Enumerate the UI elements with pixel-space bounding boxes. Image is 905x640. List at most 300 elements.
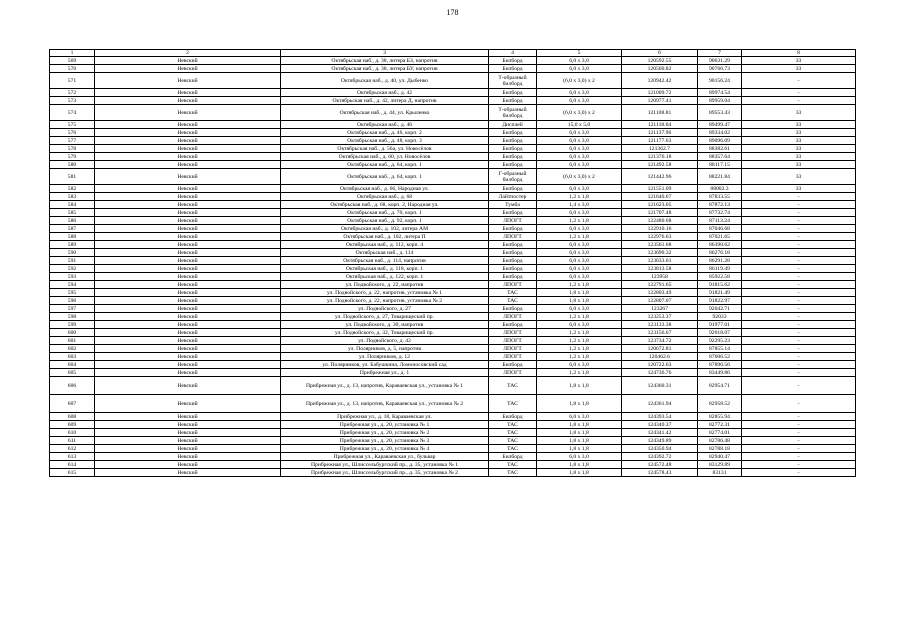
coord-x-cell: 122910.16	[622, 225, 698, 233]
extra-value-cell: -	[742, 469, 856, 477]
coord-y-cell: 92018.07	[698, 329, 742, 337]
coord-x-cell: 122791.65	[622, 281, 698, 289]
structure-type-cell: Билборд	[489, 129, 537, 137]
dimensions-cell: 1,8 x 1,8	[537, 461, 622, 469]
structure-type-cell: Дисплей	[489, 121, 537, 129]
dimensions-cell: 6,0 x 3,0	[537, 145, 622, 153]
dimensions-cell: (6,0 x 3,0) x 2	[537, 169, 622, 185]
district-cell: Невский	[95, 353, 281, 361]
row-number-cell: 605	[50, 369, 95, 377]
row-number-cell: 577	[50, 137, 95, 145]
coord-y-cell: 82954.71	[698, 377, 742, 395]
extra-value-cell: -	[742, 257, 856, 265]
row-number-cell: 600	[50, 329, 95, 337]
table-row	[50, 421, 856, 429]
extra-value-cell: -	[742, 395, 856, 413]
extra-value-cell: -	[742, 353, 856, 361]
district-cell: Невский	[95, 73, 281, 89]
structure-type-cell: Билборд	[489, 185, 537, 193]
extra-value-cell: 33	[742, 137, 856, 145]
row-number-cell: 607	[50, 395, 95, 413]
row-number-cell: 570	[50, 65, 95, 73]
address-cell: Прибрежная ул., д. 13, напротив, Караваевская ул., установка № 2	[281, 395, 489, 413]
dimensions-cell: (6,0 x 3,0) x 2	[537, 105, 622, 121]
extra-value-cell: -	[742, 297, 856, 305]
extra-value-cell: -	[742, 305, 856, 313]
structure-type-cell: Билборд	[489, 241, 537, 249]
dimensions-cell: 6,0 x 3,0	[537, 209, 622, 217]
coord-x-cell: 124349.89	[622, 437, 698, 445]
dimensions-cell: 1,8 x 1,8	[537, 377, 622, 395]
coord-x-cell: 124340.37	[622, 421, 698, 429]
coord-y-cell: 82788.18	[698, 445, 742, 453]
coord-x-cell: 120462.6	[622, 353, 698, 361]
extra-value-cell: 33	[742, 145, 856, 153]
structure-type-cell: ЛПОГТ	[489, 345, 537, 353]
dimensions-cell: 1,8 x 1,8	[537, 395, 622, 413]
dimensions-cell: 1,8 x 1,8	[537, 469, 622, 477]
table-row	[50, 153, 856, 161]
address-cell: Октябрьская наб., д. 42, литера Д, напротив	[281, 97, 489, 105]
table-row	[50, 413, 856, 421]
coord-y-cell: 90156.24	[698, 73, 742, 89]
dimensions-cell: 1,2 x 1,8	[537, 217, 622, 225]
coord-y-cell: 89499.47	[698, 121, 742, 129]
structure-type-cell: Билборд	[489, 361, 537, 369]
row-number-cell: 590	[50, 249, 95, 257]
extra-value-cell: 33	[742, 121, 856, 129]
coord-y-cell: 88002.3	[698, 185, 742, 193]
address-cell: ул. Подвойского, д. 27, Товарищеский пр.	[281, 313, 489, 321]
structure-type-cell: Т-образный билборд	[489, 105, 537, 121]
structure-type-cell: Билборд	[489, 273, 537, 281]
row-number-cell: 597	[50, 305, 95, 313]
district-cell: Невский	[95, 469, 281, 477]
structure-type-cell: Тумба	[489, 201, 537, 209]
table-row	[50, 369, 856, 377]
column-header-4: 4	[489, 50, 537, 57]
address-cell: Октябрьская наб., д. 68	[281, 193, 489, 201]
district-cell: Невский	[95, 217, 281, 225]
row-number-cell: 578	[50, 145, 95, 153]
extra-value-cell: -	[742, 321, 856, 329]
district-cell: Невский	[95, 305, 281, 313]
dimensions-cell: 6,0 x 3,0	[537, 257, 622, 265]
table-row	[50, 105, 856, 121]
table-row	[50, 395, 856, 413]
district-cell: Невский	[95, 169, 281, 185]
coord-x-cell: 121137.96	[622, 129, 698, 137]
address-cell: Октябрьская наб., д. 118, корп. 1	[281, 265, 489, 273]
structure-type-cell: ТАС	[489, 297, 537, 305]
structure-type-cell: ТАС	[489, 395, 537, 413]
dimensions-cell: 6,0 x 3,0	[537, 89, 622, 97]
district-cell: Невский	[95, 137, 281, 145]
row-number-cell: 596	[50, 297, 95, 305]
coord-x-cell: 124361.94	[622, 395, 698, 413]
dimensions-cell: 6,0 x 3,0	[537, 413, 622, 421]
dimensions-cell: 6,0 x 3,0	[537, 321, 622, 329]
address-cell: ул. Подвойского, д. 27	[281, 305, 489, 313]
table-row	[50, 469, 856, 477]
coord-x-cell: 121492.58	[622, 161, 698, 169]
address-cell: ул. Подвойского, д. 30, напротив	[281, 321, 489, 329]
table-row	[50, 97, 856, 105]
table-row	[50, 305, 856, 313]
coord-x-cell: 123690.32	[622, 249, 698, 257]
structure-type-cell: Билборд	[489, 453, 537, 461]
address-cell: ул. Подвойского, д. 22, напротив, установка № 1	[281, 289, 489, 297]
coord-x-cell: 124393.54	[622, 413, 698, 421]
address-cell: ул. Подвойского, д. 22, напротив	[281, 281, 489, 289]
dimensions-cell: 6,0 x 3,0	[537, 305, 622, 313]
address-cell: Октябрьская наб., д. 48, корп. 3	[281, 137, 489, 145]
row-number-cell: 612	[50, 445, 95, 453]
structure-type-cell: ЛПОГТ	[489, 329, 537, 337]
extra-value-cell: 33	[742, 57, 856, 65]
row-number-cell: 579	[50, 153, 95, 161]
district-cell: Невский	[95, 225, 281, 233]
table-row	[50, 185, 856, 193]
extra-value-cell: -	[742, 437, 856, 445]
address-cell: ул. Полярников, ул. Бабушкина, Ломоносовский сад	[281, 361, 489, 369]
dimensions-cell: 6,0 x 3,0	[537, 361, 622, 369]
address-cell: Октябрьская наб., д. 68, корп. 2, Народная ул.	[281, 201, 489, 209]
dimensions-cell: 1,2 x 1,8	[537, 193, 622, 201]
table-row	[50, 65, 856, 73]
extra-value-cell: 33	[742, 169, 856, 185]
table-row	[50, 201, 856, 209]
dimensions-cell: 6,0 x 3,0	[537, 65, 622, 73]
extra-value-cell: -	[742, 377, 856, 395]
district-cell: Невский	[95, 65, 281, 73]
address-cell: Октябрьская наб., д. 38, литера БЗ, напротив	[281, 57, 489, 65]
coord-y-cell: 87021.65	[698, 233, 742, 241]
coord-x-cell: 120500.82	[622, 65, 698, 73]
dimensions-cell: 1,2 x 1,8	[537, 313, 622, 321]
structure-type-cell: Т-образный билборд	[489, 73, 537, 89]
coord-x-cell: 121707.48	[622, 209, 698, 217]
coord-x-cell: 121551.09	[622, 185, 698, 193]
structure-type-cell: ЛПОГТ	[489, 353, 537, 361]
dimensions-cell: 1,4 x 3,0	[537, 201, 622, 209]
extra-value-cell: 33	[742, 185, 856, 193]
coord-y-cell: 88357.64	[698, 153, 742, 161]
district-cell: Невский	[95, 313, 281, 321]
coord-y-cell: 86390.62	[698, 241, 742, 249]
coord-y-cell: 82772.31	[698, 421, 742, 429]
row-number-cell: 575	[50, 121, 95, 129]
structure-type-cell: Билборд	[489, 257, 537, 265]
coord-x-cell: 124350.94	[622, 445, 698, 453]
table-body	[50, 57, 856, 477]
row-number-cell: 576	[50, 129, 95, 137]
structure-type-cell: Билборд	[489, 161, 537, 169]
column-header-3: 3	[281, 50, 489, 57]
row-number-cell: 572	[50, 89, 95, 97]
dimensions-cell: 1,8 x 1,8	[537, 421, 622, 429]
address-cell: Прибрежная ул., д. 13, напротив, Караваевская ул., установка № 1	[281, 377, 489, 395]
address-cell: ул. Полярников, д. 12	[281, 353, 489, 361]
structure-type-cell: Билборд	[489, 153, 537, 161]
dimensions-cell: 6,0 x 3,0	[537, 225, 622, 233]
structure-type-cell: ТАС	[489, 445, 537, 453]
extra-value-cell: -	[742, 445, 856, 453]
coord-x-cell: 121623.05	[622, 201, 698, 209]
structure-type-cell: Лайтпостер	[489, 193, 537, 201]
district-cell: Невский	[95, 241, 281, 249]
coord-y-cell: 87833.55	[698, 193, 742, 201]
district-cell: Невский	[95, 185, 281, 193]
coord-x-cell: 121177.63	[622, 137, 698, 145]
structure-type-cell: Билборд	[489, 89, 537, 97]
column-header-7: 7	[698, 50, 742, 57]
coord-x-cell: 123813.58	[622, 265, 698, 273]
district-cell: Невский	[95, 89, 281, 97]
structure-type-cell: Билборд	[489, 413, 537, 421]
coord-y-cell: 87872.13	[698, 201, 742, 209]
coord-x-cell: 120722.63	[622, 361, 698, 369]
district-cell: Невский	[95, 395, 281, 413]
structure-type-cell: Билборд	[489, 209, 537, 217]
dimensions-cell: 6,0 x 3,0	[537, 273, 622, 281]
district-cell: Невский	[95, 265, 281, 273]
district-cell: Невский	[95, 321, 281, 329]
extra-value-cell: -	[742, 201, 856, 209]
coord-y-cell: 87113.24	[698, 217, 742, 225]
dimensions-cell: 6,0 x 3,0	[537, 185, 622, 193]
row-number-cell: 588	[50, 233, 95, 241]
table-row	[50, 145, 856, 153]
row-number-cell: 585	[50, 209, 95, 217]
extra-value-cell: -	[742, 413, 856, 421]
address-cell: ул. Подвойского, д. 42	[281, 337, 489, 345]
coord-y-cell: 89974.54	[698, 89, 742, 97]
coord-x-cell: 120942.42	[622, 73, 698, 89]
coord-y-cell: 88382.61	[698, 145, 742, 153]
address-cell: Прибрежная ул., Караваевская ул., бульвар	[281, 453, 489, 461]
extra-value-cell: 33	[742, 161, 856, 169]
row-number-cell: 603	[50, 353, 95, 361]
district-cell: Невский	[95, 249, 281, 257]
district-cell: Невский	[95, 329, 281, 337]
address-cell: Октябрьская наб., д. 64, корп. 1	[281, 161, 489, 169]
dimensions-cell: 6,0 x 3,0	[537, 57, 622, 65]
row-number-cell: 598	[50, 313, 95, 321]
structure-type-cell: ЛПОГТ	[489, 369, 537, 377]
row-number-cell: 615	[50, 469, 95, 477]
district-cell: Невский	[95, 297, 281, 305]
structure-type-cell: ТАС	[489, 421, 537, 429]
address-cell: Прибрежная ул., д. 20, установка № 4	[281, 445, 489, 453]
district-cell: Невский	[95, 345, 281, 353]
extra-value-cell: -	[742, 225, 856, 233]
coord-y-cell: 83449.86	[698, 369, 742, 377]
table-row	[50, 249, 856, 257]
address-cell: Октябрьская наб., д. 56а, ул. Новосёлов	[281, 145, 489, 153]
row-number-cell: 595	[50, 289, 95, 297]
structure-type-cell: ЛПОГТ	[489, 281, 537, 289]
row-number-cell: 604	[50, 361, 95, 369]
coord-y-cell: 90631.29	[698, 57, 742, 65]
dimensions-cell: 1,8 x 1,8	[537, 297, 622, 305]
dimensions-cell: 6,0 x 3,0	[537, 153, 622, 161]
structure-type-cell: ЛПОГТ	[489, 313, 537, 321]
coord-x-cell: 123734.72	[622, 337, 698, 345]
table-row	[50, 137, 856, 145]
table-row	[50, 217, 856, 225]
column-header-5: 5	[537, 50, 622, 57]
address-cell: Прибрежная ул., Шлиссельбургский пр., д. 35, установка № 2	[281, 469, 489, 477]
coord-x-cell: 124736.76	[622, 369, 698, 377]
coord-x-cell: 123958	[622, 273, 698, 281]
extra-value-cell: -	[742, 217, 856, 225]
coord-y-cell: 89959.04	[698, 97, 742, 105]
district-cell: Невский	[95, 97, 281, 105]
table-row	[50, 337, 856, 345]
address-cell: Октябрьская наб., д. 42	[281, 89, 489, 97]
structure-type-cell: ТАС	[489, 437, 537, 445]
structure-type-cell: Билборд	[489, 265, 537, 273]
extra-value-cell: -	[742, 329, 856, 337]
structure-type-cell: Билборд	[489, 65, 537, 73]
coord-x-cell: 120592.55	[622, 57, 698, 65]
row-number-cell: 592	[50, 265, 95, 273]
district-cell: Невский	[95, 233, 281, 241]
extra-value-cell: -	[742, 233, 856, 241]
structure-type-cell: Билборд	[489, 249, 537, 257]
district-cell: Невский	[95, 209, 281, 217]
district-cell: Невский	[95, 337, 281, 345]
row-number-cell: 606	[50, 377, 95, 395]
extra-value-cell: -	[742, 209, 856, 217]
address-cell: Октябрьская наб., д. 64, корп. 1	[281, 169, 489, 185]
structure-type-cell: ТАС	[489, 289, 537, 297]
extra-value-cell: -	[742, 429, 856, 437]
extra-value-cell: -	[742, 73, 856, 89]
structure-type-cell: Билборд	[489, 57, 537, 65]
coord-x-cell: 124572.48	[622, 461, 698, 469]
dimensions-cell: 1,2 x 1,8	[537, 337, 622, 345]
district-cell: Невский	[95, 413, 281, 421]
row-number-cell: 583	[50, 193, 95, 201]
row-number-cell: 587	[50, 225, 95, 233]
dimensions-cell: 6,0 x 3,0	[537, 97, 622, 105]
structure-type-cell: Билборд	[489, 225, 537, 233]
table-row	[50, 233, 856, 241]
dimensions-cell: 6,0 x 3,0	[537, 453, 622, 461]
row-number-cell: 591	[50, 257, 95, 265]
table-row	[50, 429, 856, 437]
table-row	[50, 193, 856, 201]
coord-x-cell: 123133.38	[622, 321, 698, 329]
dimensions-cell: 6,0 x 3,0	[537, 161, 622, 169]
district-cell: Невский	[95, 129, 281, 137]
address-cell: Октябрьская наб., д. 102, литера АМ	[281, 225, 489, 233]
advertising-structures-table	[49, 49, 856, 477]
coord-y-cell: 91815.62	[698, 281, 742, 289]
dimensions-cell: 6,0 x 3,0	[537, 241, 622, 249]
table-row	[50, 129, 856, 137]
dimensions-cell: 6,0 x 3,0	[537, 249, 622, 257]
extra-value-cell: 33	[742, 129, 856, 137]
coord-y-cell: 91821.49	[698, 289, 742, 297]
row-number-cell: 602	[50, 345, 95, 353]
coord-x-cell: 124578.43	[622, 469, 698, 477]
table-row	[50, 161, 856, 169]
address-cell: Прибрежная ул., д. 20, установка № 3	[281, 437, 489, 445]
coord-x-cell: 121442.96	[622, 169, 698, 185]
row-number-cell: 601	[50, 337, 95, 345]
coord-y-cell: 89334.02	[698, 129, 742, 137]
row-number-cell: 599	[50, 321, 95, 329]
extra-value-cell: -	[742, 453, 856, 461]
coord-y-cell: 92042.71	[698, 305, 742, 313]
extra-value-cell: -	[742, 337, 856, 345]
extra-value-cell: -	[742, 249, 856, 257]
coord-y-cell: 87855.14	[698, 345, 742, 353]
address-cell: Октябрьская наб., д. 46, корп. 2	[281, 129, 489, 137]
table-row	[50, 257, 856, 265]
district-cell: Невский	[95, 289, 281, 297]
coord-y-cell: 92033	[698, 313, 742, 321]
table-row	[50, 461, 856, 469]
address-cell: Октябрьская наб., д. 112, корп. 4	[281, 241, 489, 249]
row-number-cell: 580	[50, 161, 95, 169]
column-header-6: 6	[622, 50, 698, 57]
table-row	[50, 273, 856, 281]
structure-type-cell: Билборд	[489, 321, 537, 329]
district-cell: Невский	[95, 421, 281, 429]
table-row	[50, 361, 856, 369]
row-number-cell: 589	[50, 241, 95, 249]
district-cell: Невский	[95, 153, 281, 161]
extra-value-cell: 33	[742, 65, 856, 73]
coord-y-cell: 82940.47	[698, 453, 742, 461]
dimensions-cell: 1,2 x 1,8	[537, 233, 622, 241]
address-cell: Октябрьская наб., д. 46	[281, 121, 489, 129]
coord-y-cell: 82855.94	[698, 413, 742, 421]
address-cell: Октябрьская наб., д. 40, ул. Дыбенко	[281, 73, 489, 89]
coord-y-cell: 88221.84	[698, 169, 742, 185]
district-cell: Невский	[95, 445, 281, 453]
structure-type-cell: ТАС	[489, 429, 537, 437]
row-number-cell: 586	[50, 217, 95, 225]
coord-y-cell: 91977.01	[698, 321, 742, 329]
extra-value-cell: -	[742, 421, 856, 429]
row-number-cell: 609	[50, 421, 95, 429]
address-cell: Октябрьская наб., д. 44, ул. Крыленко	[281, 105, 489, 121]
district-cell: Невский	[95, 105, 281, 121]
district-cell: Невский	[95, 429, 281, 437]
coord-x-cell: 122976.63	[622, 233, 698, 241]
table-row	[50, 453, 856, 461]
dimensions-cell: 1,8 x 1,8	[537, 289, 622, 297]
column-header-8: 8	[742, 50, 856, 57]
table-row	[50, 329, 856, 337]
structure-type-cell: ЛПОГТ	[489, 233, 537, 241]
coord-y-cell: 86119.49	[698, 265, 742, 273]
address-cell: Октябрьская наб., д. 102, литера П	[281, 233, 489, 241]
dimensions-cell: 1,2 x 1,8	[537, 345, 622, 353]
row-number-cell: 584	[50, 201, 95, 209]
structure-type-cell: ЛПОГТ	[489, 337, 537, 345]
coord-y-cell: 88117.15	[698, 161, 742, 169]
district-cell: Невский	[95, 437, 281, 445]
district-cell: Невский	[95, 193, 281, 201]
coord-y-cell: 86291.28	[698, 257, 742, 265]
structure-type-cell: Билборд	[489, 137, 537, 145]
